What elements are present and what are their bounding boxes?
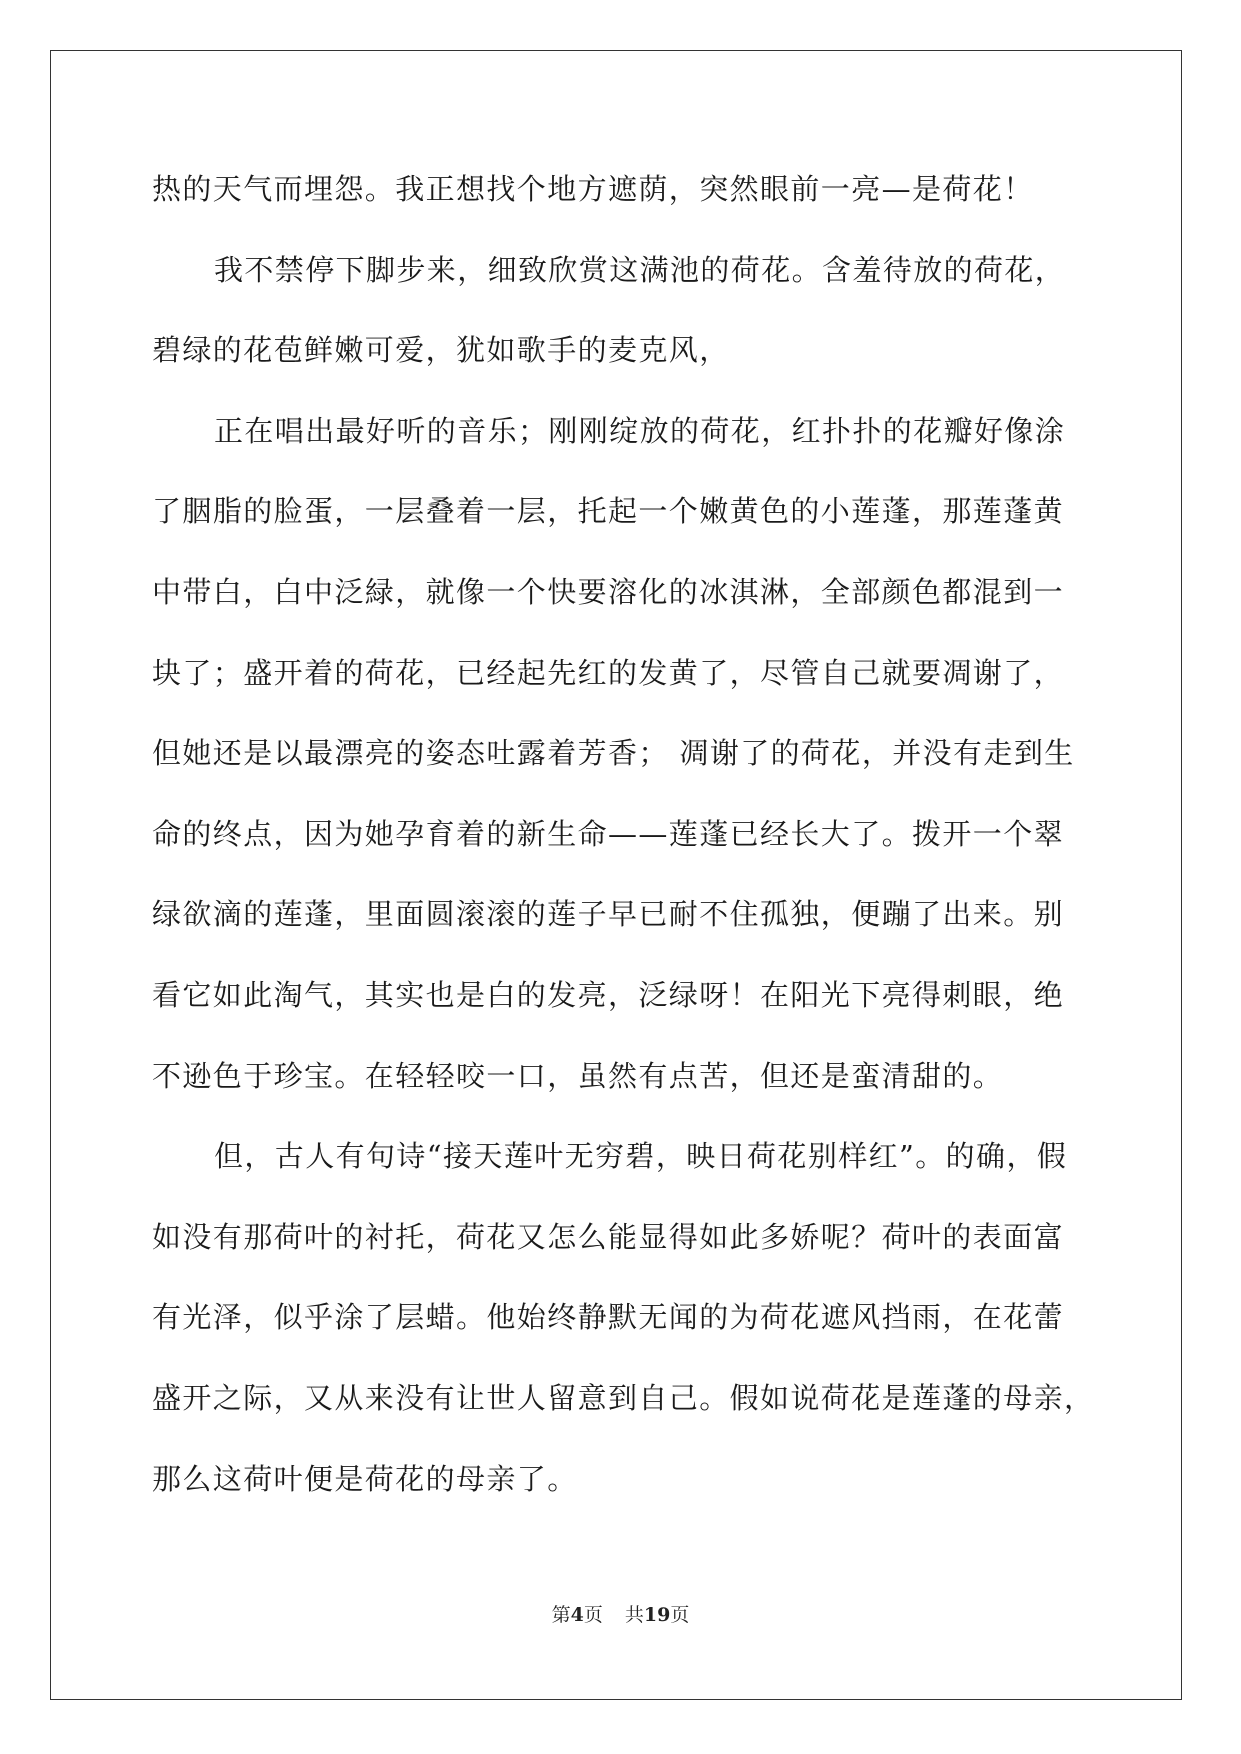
- total-prefix: 共: [624, 1604, 644, 1626]
- text-line-5: 了胭脂的脸蛋，一层叠着一层，托起一个嫩黄色的小莲蓬，那莲蓬黄: [152, 494, 1065, 529]
- text-line-14: 如没有那荷叶的衬托，荷花又怎么能显得如此多娇呢？荷叶的表面富: [152, 1219, 1065, 1254]
- text-line-15: 有光泽，似乎涂了层蜡。他始终静默无闻的为荷花遮风挡雨，在花蕾: [152, 1300, 1065, 1335]
- total-suffix: 页: [670, 1604, 690, 1626]
- text-line-3: 碧绿的花苞鲜嫩可爱，犹如歌手的麦克风，: [152, 333, 730, 368]
- text-line-2: 我不禁停下脚步来，细致欣赏这满池的荷花。含羞待放的荷花，: [214, 252, 1066, 287]
- text-line-13: 但，古人有句诗“接天莲叶无穷碧，映日荷花别样红”。的确，假: [214, 1139, 1068, 1174]
- text-line-6: 中带白，白中泛緑，就像一个快要溶化的冰淇淋，全部颜色都混到一: [152, 574, 1065, 609]
- text-line-16: 盛开之际，又从来没有让世人留意到自己。假如说荷花是莲蓬的母亲，: [152, 1380, 1095, 1415]
- text-line-11: 看它如此淘气，其实也是白的发亮，泛绿呀！在阳光下亮得刺眼，绝: [152, 977, 1065, 1012]
- total-pages: 19: [643, 1604, 671, 1626]
- text-line-17: 那么这荷叶便是荷花的母亲了。: [152, 1461, 578, 1496]
- text-line-9: 命的终点，因为她孕育着的新生命——莲蓬已经长大了。拨开一个翠: [152, 816, 1065, 851]
- page-prefix: 第: [551, 1604, 571, 1626]
- text-line-1: 热的天气而埋怨。我正想找个地方遮荫，突然眼前一亮—是荷花！: [152, 172, 1034, 206]
- text-line-7: 块了；盛开着的荷花，已经起先红的发黄了，尽管自己就要凋谢了，: [152, 655, 1065, 690]
- text-line-10: 绿欲滴的莲蓬，里面圆滚滚的莲子早已耐不住孤独，便蹦了出来。别: [152, 897, 1065, 932]
- text-line-4: 正在唱出最好听的音乐；刚刚绽放的荷花，红扑扑的花瓣好像涂: [214, 413, 1066, 448]
- text-line-8: 但她还是以最漂亮的姿态吐露着芳香； 凋谢了的荷花，并没有走到生: [152, 736, 1075, 771]
- page-number: 4: [570, 1604, 584, 1626]
- text-line-12: 不逊色于珍宝。在轻轻咬一口，虽然有点苦，但还是蛮清甜的。: [152, 1058, 1004, 1093]
- page-footer: [0, 1600, 1241, 1627]
- page-suffix: 页: [583, 1604, 603, 1626]
- document-body: [152, 160, 1095, 1530]
